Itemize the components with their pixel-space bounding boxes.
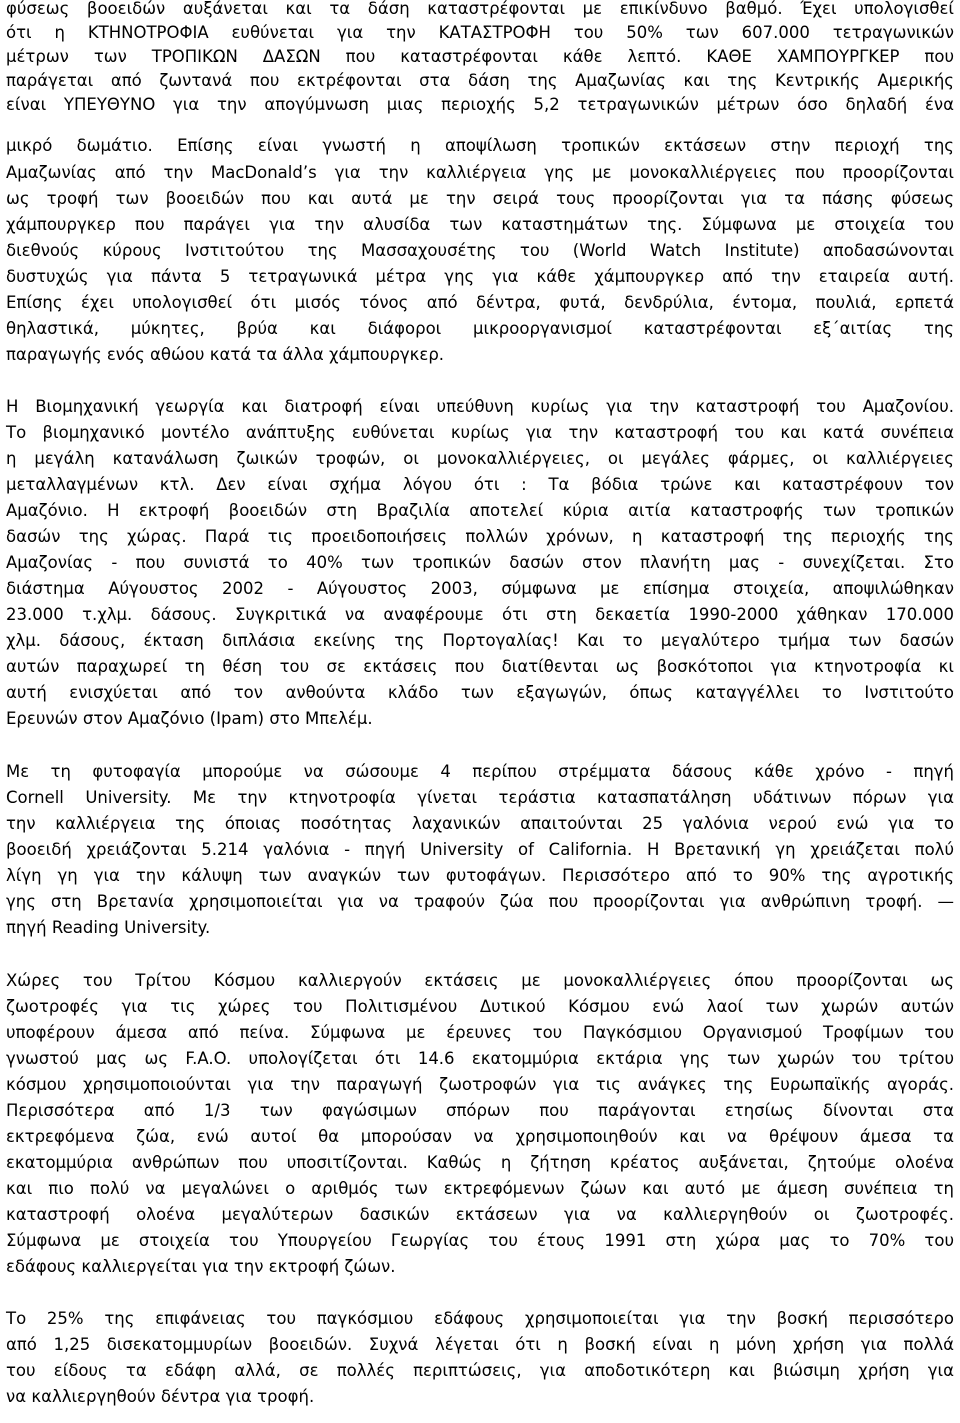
- text-line: μικρό δωμάτιο. Επίσης είναι γνωστή η αποψίλωση τροπικών εκτάσεων στην περιοχή της: [6, 136, 954, 155]
- text-line: 23.000 τ.χλμ. δάσους. Συγκριτικά να αναφέρουμε ότι στη δεκαετία 1990-2000 χάθηκαν 170.000: [6, 605, 954, 624]
- text-line: φύσεως βοοειδών αυξάνεται και τα δάση καταστρέφονται με επικίνδυνο βαθμό. Έχει υπολογισθεί: [6, 0, 954, 18]
- text-line: ότι η ΚΤΗΝΟΤΡΟΦΙΑ ευθύνεται για την ΚΑΤΑΣΤΡΟΦΗ του 50% των 607.000 τετραγωνικών: [6, 23, 954, 42]
- text-line: ζωοτροφές για τις χώρες του Πολιτισμένου Δυτικού Κόσμου ενώ λαοί των χωρών αυτών: [6, 997, 954, 1016]
- text-line: και πιο πολύ να μεγαλώνει ο αριθμός των εκτρεφόμενων ζώων και αυτό με άμεση συνέπεια τη: [6, 1179, 954, 1198]
- text-line: χάμπουργκερ που παράγει για την αλυσίδα των καταστημάτων της. Σύμφωνα με στοιχεία του: [6, 215, 954, 234]
- text-line: την καλλιέργεια της όποιας ποσότητας λαχανικών απαιτούνται 25 γαλόνια νερού ενώ για το: [6, 814, 954, 833]
- text-line: εκτρεφόμενα ζώα, ενώ αυτοί θα μπορούσαν να χρησιμοποιηθούν και να θρέψουν άμεσα τα: [6, 1127, 954, 1146]
- text-line: ως τροφή των βοοειδών που και αυτά με την σειρά τους προορίζονται για τα πάσης φύσεως: [6, 189, 954, 208]
- text-line: καταστροφή ολοένα μεγαλύτερων δασικών εκτάσεων για να καλλιεργηθούν οι ζωοτροφές.: [6, 1205, 954, 1224]
- text-line: γνωστού μας ως F.A.O. υπολογίζεται ότι 14.6 εκατομμύρια εκτάρια γης των χωρών του τρίτου: [6, 1049, 954, 1068]
- text-line: Ερευνών στον Αμαζόνιο (Ipam) στο Μπελέμ.: [6, 709, 373, 728]
- text-line: αυτών παραχωρεί τη θέση του σε εκτάσεις που διατίθενται ως βοσκότοποι για κτηνοτροφία κι: [6, 657, 954, 676]
- text-line: μέτρων των ΤΡΟΠΙΚΩΝ ΔΑΣΩΝ που καταστρέφονται κάθε λεπτό. ΚΑΘΕ ΧΑΜΠΟΥΡΓΚΕΡ που: [6, 47, 954, 66]
- text-line: του είδους τα εδάφη αλλά, σε πολλές περιπτώσεις, για αποδοτικότερη και βιώσιμη χρήση για: [6, 1361, 954, 1380]
- text-line: δυστυχώς για πάντα 5 τετραγωνικά μέτρα γης για κάθε χάμπουργκερ από την εταιρεία αυτή.: [6, 267, 954, 286]
- text-line: θηλαστικά, μύκητες, βρύα και διάφοροι μικροοργανισμοί καταστρέφονται εξ΄αιτίας της: [6, 319, 954, 338]
- text-line: Η Βιομηχανική γεωργία και διατροφή είναι υπεύθυνη κυρίως για την καταστροφή του Αμαζονίου.: [6, 397, 954, 416]
- text-line: Cornell University. Με την κτηνοτροφία γίνεται τεράστια κατασπατάληση υδάτινων πόρων για: [6, 788, 954, 807]
- text-line: μεταλλαγμένων κτλ. Δεν είναι σχήμα λόγου ότι : Τα βόδια τρώνε και καταστρέφουν τον: [6, 475, 954, 494]
- text-line: Το βιομηχανικό μοντέλο ανάπτυξης ευθύνεται κυρίως για την καταστροφή του και κατά συνέπεια: [6, 423, 954, 442]
- text-line: είναι ΥΠΕΥΘΥΝΟ για την απογύμνωση μιας περιοχής 5,2 τετραγωνικών μέτρων όσο δηλαδή ένα: [6, 95, 954, 114]
- text-line: διάστημα Αύγουστος 2002 - Αύγουστος 2003, σύμφωνα με επίσημα στοιχεία, αποψιλώθηκαν: [6, 579, 954, 598]
- text-line: να καλλιεργηθούν δέντρα για τροφή.: [6, 1387, 315, 1406]
- text-line: κόσμου χρησιμοποιούνται για την παραγωγή ζωοτροφών για τις ανάγκες της Ευρωπαϊκής αγοράς.: [6, 1075, 954, 1094]
- text-line: Περισσότερα από 1/3 των φαγώσιμων σπόρων που παράγονται ετησίως δίνονται στα: [6, 1101, 954, 1120]
- text-line: Με τη φυτοφαγία μπορούμε να σώσουμε 4 περίπου στρέμματα δάσους κάθε χρόνο - πηγή: [6, 762, 954, 781]
- text-line: Σύμφωνα με στοιχεία του Υπουργείου Γεωργίας του έτους 1991 στη χώρα μας το 70% του: [6, 1231, 954, 1250]
- text-line: εκατομμύρια ανθρώπων που υποσιτίζονται. Καθώς η ζήτηση κρέατος αυξάνεται, ζητούμε ολοένα: [6, 1153, 954, 1172]
- text-line: βοοειδή χρειάζονται 5.214 γαλόνια - πηγή University of California. Η Βρετανική γη χρειάζεται πολύ: [6, 840, 954, 859]
- text-line: πηγή Reading University.: [6, 918, 211, 937]
- text-line: υποφέρουν άμεσα από πείνα. Σύμφωνα με έρευνες του Παγκόσμιου Οργανισμού Τροφίμων του: [6, 1023, 954, 1042]
- text-line: αυτή ενισχύεται από τον ανθούντα κλάδο των εξαγωγών, όπως καταγγέλλει το Ινστιτούτο: [6, 683, 954, 702]
- text-line: δασών της χώρας. Παρά τις προειδοποιήσεις πολλών χρόνων, η καταστροφή της περιοχής της: [6, 527, 954, 546]
- text-line: Αμαζονίας - που συνιστά το 40% των τροπικών δασών στον πλανήτη μας - συνεχίζεται. Στο: [6, 553, 954, 572]
- text-line: χλμ. δάσους, έκταση διπλάσια εκείνης της Πορτογαλίας! Και το μεγαλύτερο τμήμα των δασών: [6, 631, 954, 650]
- text-line: Αμαζόνιο. Η εκτροφή βοοειδών στη Βραζιλία αποτελεί κύρια αιτία καταστροφής των τροπικών: [6, 501, 954, 520]
- text-line: η μεγάλη κατανάλωση ζωικών τροφών, οι μονοκαλλιέργειες, οι μεγάλες φάρμες, οι καλλιέργειες: [6, 449, 954, 468]
- text-line: παράγεται από ζωντανά που εκτρέφονται στα δάση της Αμαζωνίας και της Κεντρικής Αμερικής: [6, 71, 954, 90]
- text-line: εδάφους καλλιεργείται για την εκτροφή ζώων.: [6, 1257, 396, 1276]
- text-line: Χώρες του Τρίτου Κόσμου καλλιεργούν εκτάσεις με μονοκαλλιέργειες όπου προορίζονται ως: [6, 971, 954, 990]
- text-line: από 1,25 δισεκατομμυρίων βοοειδών. Συχνά λέγεται ότι η βοσκή είναι η μόνη χρήση για πολλά: [6, 1335, 954, 1354]
- text-line: παραγωγής ενός αθώου κατά τα άλλα χάμπουργκερ.: [6, 345, 445, 364]
- text-line: Το 25% της επιφάνειας του παγκόσμιου εδάφους χρησιμοποιείται για την βοσκή περισσότερο: [6, 1309, 954, 1328]
- text-line: Αμαζωνίας από την MacDonald’s για την καλλιέργεια γης με μονοκαλλιέργειες που προορίζονται: [6, 163, 954, 182]
- text-line: διεθνούς κύρους Ινστιτούτου της Μασσαχουσέτης του (World Watch Institute) αποδασώνονται: [6, 241, 954, 260]
- text-line: Επίσης έχει υπολογισθεί ότι μισός τόνος από δέντρα, φυτά, δενδρύλια, έντομα, πουλιά, ερπετά: [6, 293, 954, 312]
- text-line: λίγη γη για την κάλυψη των αναγκών των φυτοφάγων. Περισσότερο από το 90% της αγροτικής: [6, 866, 954, 885]
- text-line: γης στη Βρετανία χρησιμοποιείται για να τραφούν ζώα που προορίζονται για ανθρώπινη τροφή. —: [6, 892, 954, 911]
